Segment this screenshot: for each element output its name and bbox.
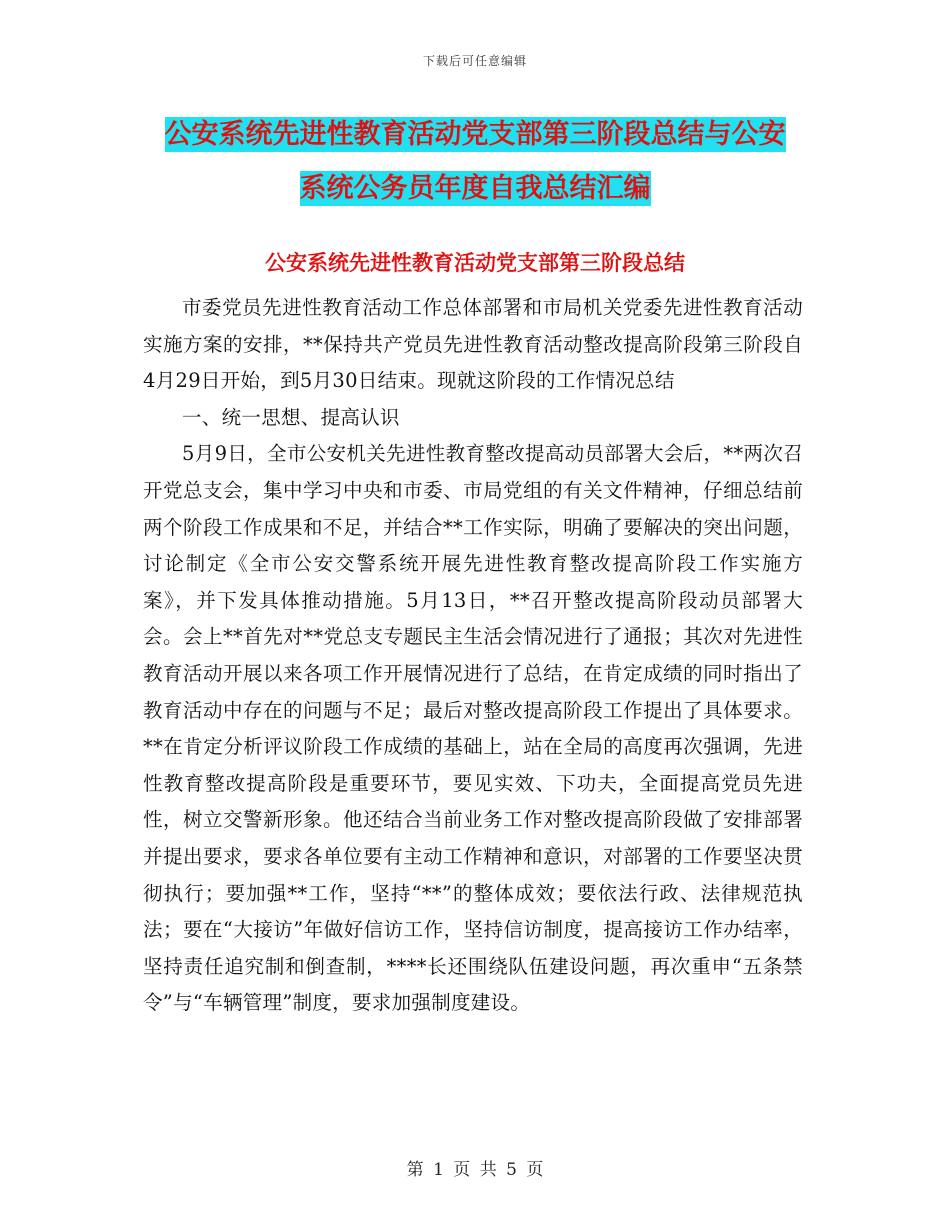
document-body xyxy=(143,290,803,1022)
page-header-note: 下载后可任意编辑 xyxy=(422,54,527,68)
body-paragraph-details: 5月9日，全市公安机关先进性教育整改提高动员部署大会后，**两次召开党总支会，集中学习中央和市委、市局党组的有关文件精神，仔细总结前两个阶段工作成果和不足，并结合**工作实际，明确了要解决的突出问题，讨论制定《全市公安交警系统开展先进性教育整改提高阶段工作实施方案》，并下发具体推动措施。5月13日，**召开整改提高阶段动员部署大会。会上**首先对**党总支专题民主生活会情况进行了通报；其次对先进性教育活动开展以来各项工作开展情况进行了总结，在肯定成绩的同时指出了教育活动中存在的问题与不足；最后对整改提高阶段工作提出了具体要求。**在肯定分析评议阶段工作成绩的基础上，站在全局的高度再次强调，先进性教育整改提高阶段是重要环节，要见实效、下功夫，全面提高党员先进性，树立交警新形象。他还结合当前业务工作对整改提高阶段做了安排部署并提出要求，要求各单位要有主动工作精神和意识，对部署的工作要坚决贯彻执行；要加强**工作，坚持“**”的整体成效；要依法行政、法律规范执法；要在“大接访”年做好信访工作，坚持信访制度，提高接访工作办结率，坚持责任追究制和倒查制，****长还围绕队伍建设问题，再次重申“五条禁令”与“车辆管理”制度，要求加强制度建设。 xyxy=(143,442,803,1015)
document-title xyxy=(0,108,950,216)
page-number-footer: 第 1 页 共 5 页 xyxy=(406,1160,544,1180)
body-paragraph-intro: 市委党员先进性教育活动工作总体部署和市局机关党委先进性教育活动实施方案的安排，**保持共产党员先进性教育活动整改提高阶段第三阶段自4月29日开始，到5月30日结束。现就这阶段的工作情况总结 xyxy=(143,296,803,393)
body-heading-1: 一、统一思想、提高认识 xyxy=(182,405,400,429)
document-title-line-1: 公安系统先进性教育活动党支部第三阶段总结与公安 xyxy=(164,119,786,150)
section-title: 公安系统先进性教育活动党支部第三阶段总结 xyxy=(265,251,685,275)
document-title-line-2: 系统公务员年度自我总结汇编 xyxy=(299,173,651,204)
